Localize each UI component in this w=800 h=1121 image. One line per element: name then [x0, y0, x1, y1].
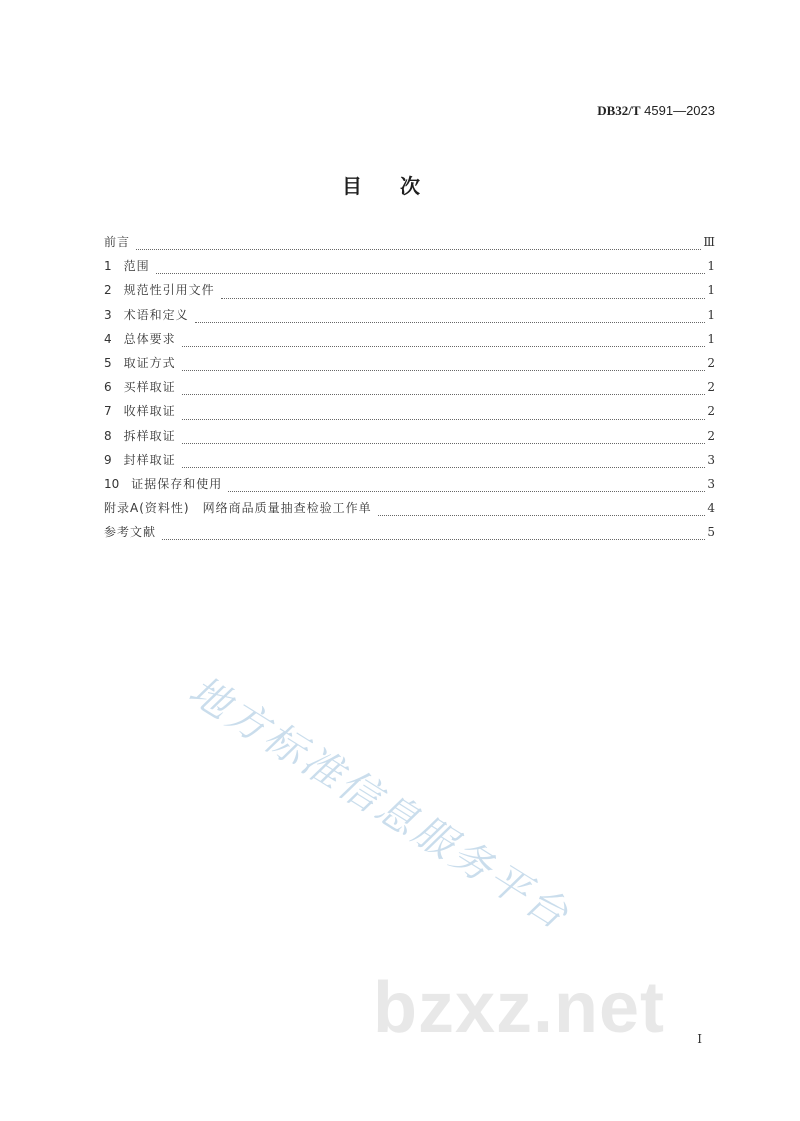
toc-entry-page: 5 [707, 525, 715, 540]
toc-entry-page: 1 [707, 331, 715, 346]
page-title: 目次 [342, 174, 458, 198]
toc-entry-label: 规范性引用文件 [123, 283, 215, 298]
toc-leader-dots [182, 345, 706, 347]
toc-entry-number: 4 [104, 331, 112, 346]
toc-leader-dots [221, 297, 706, 299]
toc-entry[interactable] [104, 523, 715, 547]
toc-entry-number: 10 [104, 476, 120, 491]
toc-entry[interactable] [104, 427, 715, 451]
toc-entry-number: 8 [104, 428, 112, 443]
standard-prefix: DB32/T [597, 103, 641, 118]
toc-entry[interactable] [104, 354, 715, 378]
site-watermark: bzxz.net [373, 968, 666, 1048]
toc-entry-label: 收样取证 [123, 404, 176, 419]
toc-entry[interactable] [104, 233, 715, 257]
watermark: 地方标准信息服务平台 [180, 667, 579, 940]
toc-leader-dots [195, 321, 706, 323]
toc-leader-dots [156, 272, 706, 274]
toc-entry-number: 7 [104, 404, 112, 419]
toc-entry-page: 1 [707, 307, 715, 322]
toc-entry-number: 2 [104, 283, 112, 298]
toc-leader-dots [162, 538, 705, 540]
table-of-contents [104, 233, 715, 547]
toc-entry-number: 3 [104, 307, 112, 322]
toc-entry-number: 5 [104, 355, 112, 370]
toc-entry-page: 2 [707, 380, 715, 395]
toc-entry-label: 证据保存和使用 [131, 476, 223, 491]
toc-entry-page: 3 [707, 476, 715, 491]
standard-number: 4591—2023 [644, 103, 715, 118]
toc-entry-page: 3 [707, 452, 715, 467]
toc-entry-number: 9 [104, 452, 112, 467]
toc-entry-label: 买样取证 [123, 380, 176, 395]
toc-entry-label: 总体要求 [123, 331, 176, 346]
page-number: I [697, 1032, 702, 1046]
toc-entry[interactable] [104, 281, 715, 305]
toc-entry[interactable] [104, 451, 715, 475]
toc-entry-page: Ⅲ [703, 235, 715, 249]
toc-leader-dots [378, 514, 706, 516]
toc-entry-label: 参考文献 [104, 525, 157, 540]
toc-leader-dots [182, 369, 706, 371]
toc-entry-number: 1 [104, 259, 112, 274]
toc-leader-dots [182, 418, 706, 420]
toc-entry-page: 2 [707, 404, 715, 419]
toc-leader-dots [182, 442, 706, 444]
toc-entry[interactable] [104, 330, 715, 354]
standard-code [597, 103, 715, 119]
toc-entry[interactable] [104, 257, 715, 281]
toc-entry-label: 前言 [104, 235, 131, 249]
toc-entry-page: 2 [707, 428, 715, 443]
toc-entry[interactable] [104, 499, 715, 523]
toc-leader-dots [136, 248, 701, 250]
toc-entry-page: 2 [707, 355, 715, 370]
toc-entry[interactable] [104, 402, 715, 426]
toc-leader-dots [228, 490, 705, 492]
toc-entry[interactable] [104, 306, 715, 330]
toc-entry[interactable] [104, 378, 715, 402]
toc-entry-number: 6 [104, 380, 112, 395]
toc-entry-page: 1 [707, 283, 715, 298]
toc-entry-page: 4 [707, 501, 715, 516]
toc-entry-label: 封样取证 [123, 452, 176, 467]
toc-entry-label: 范围 [123, 259, 150, 274]
toc-entry-label: 拆样取证 [123, 428, 176, 443]
toc-leader-dots [182, 466, 706, 468]
toc-entry-label: 附录A(资料性) 网络商品质量抽查检验工作单 [104, 501, 372, 516]
toc-entry-label: 术语和定义 [123, 307, 189, 322]
toc-entry[interactable] [104, 475, 715, 499]
toc-entry-label: 取证方式 [123, 355, 176, 370]
toc-entry-page: 1 [707, 259, 715, 274]
toc-leader-dots [182, 393, 706, 395]
